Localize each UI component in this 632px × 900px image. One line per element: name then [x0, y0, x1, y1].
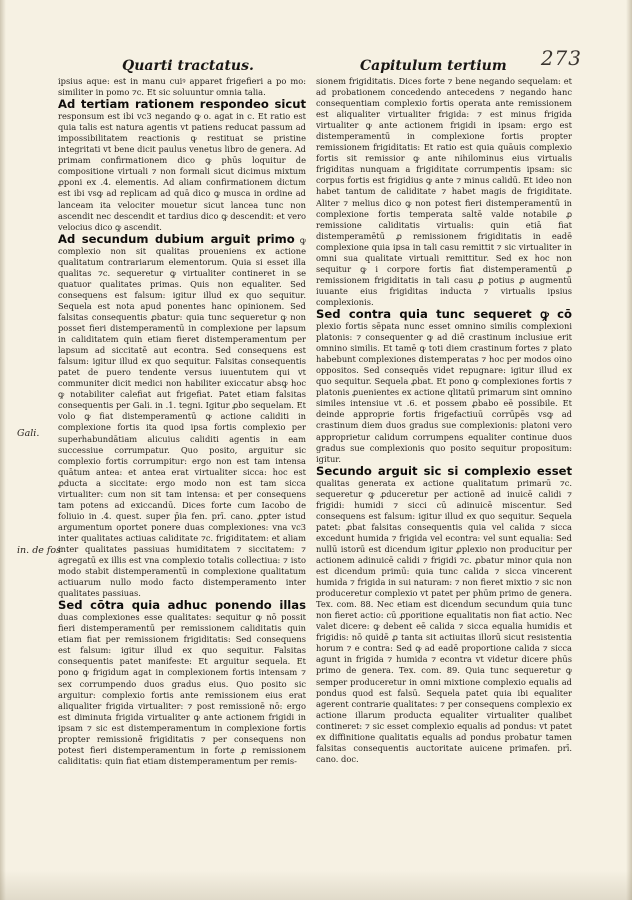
running-head-right: Capitulum tertium — [360, 58, 507, 74]
paragraph — [58, 76, 306, 98]
page-edge-left — [0, 0, 6, 900]
paragraph-lead: Sed cōtra quia adhuc ponendo illas — [58, 598, 306, 613]
left-text-column — [58, 76, 306, 866]
margin-note: in. de fos — [17, 545, 62, 556]
paragraph — [58, 98, 306, 233]
paragraph-text: ꝙ complexio non sit qualitas proueniens ex actione qualitatum contrariarum elementorum. Quia si esset illa qualitas ⁊c. sequeretur ꝙ virtualiter contineret in se quatuor qualitates primas. Quis non equaliter. Sed consequens est falsum: igitur illud ex quo sequitur. Sequela est nota apud ponentes hanc opinionem. Sed falsitas consequentis ꝓbatur: quia tunc sequeretur ꝙ non posset fieri distemperamentū in complexione per lapsum in caliditatem quin etiam fieret distemperamentum per lapsum ad siccitatē aut econtra. Sed consequens est falsum: igitur illud ex quo sequitur. Falsitas consequentis patet de puero tendente versus iuuentutem qui vt communiter dicit medici non habiliter exiccatur absꝙ hoc ꝙ notabiliter calefiat aut frigefiat. Patet etiam falsitas consequentis per Gali. in .1. tegni. Igitur ꝓbo sequelam. Et volo ꝙ fiat distemperamentū ꝙ actione caliditi in complexione fortis ita quod ipsa fortis complexio per superhabundātiam alicuius caliditi agentis in eam successiue corrumpatur. Quo posito, arguitur sic complexio fortis corrumpitur: ergo non est tam intensa quātum antea: et antea erat virtualiter sicca: hoc est ꝓducta a siccitate: ergo modo non est tam sicca virtualiter: cum non sit tam intensa: et per consequens tam potens ad exiccandū. Dices forte cum Iacobo de foliuio in .4. quest. super p̄ia fen. prī. cano. ꝓpter istud argumentum oportet ponere duas complexiones: vna vc3 inter qualitates actiuas caliditate ⁊c. frigiditatem: et aliam inter qualitates passiuas humiditatem ⁊ siccitatem: ⁊ agregatū ex illis est vna complexio totalis collectiua: ⁊ isto modo stabit distemperamentū in complexione qualitatum actiuarum nullo modo facto distemperamento inter qualitates passiuas. — [58, 234, 306, 599]
paragraph — [58, 233, 306, 600]
paragraph-text: responsum est ibi vc3 negando ꝙ o. agat in c. Et ratio est quia talis est natura agentis vt patiens reducat passum ad impossibilitatem reactionis ꝙ restituat se pristine integritati vt bene dicit paulus venetus libro de genera. Ad primam confirmationem dico ꝙ phūs loquitur de compositione virtuali ⁊ non formali sicut dicimus mixtum ꝓponi ex .4. elementis. Ad aliam confirmationem dictum est ibi vsꝙ ad replicam ad quā dico ꝙ musca in ordine ad lanceam ita velociter mouetur sicut lancea tunc non ascendit nec descendit et tardius dico ꝙ descendit: et vero velocius dico ꝙ ascendit. — [58, 111, 306, 232]
running-head-left: Quarti tractatus. — [122, 58, 254, 74]
paragraph-text: sionem frigiditatis. Dices forte ⁊ bene negando sequelam: et ad probationem concedendo antecedens ⁊ negando hanc consequentiam complexio fortis operata ante remissionem est aliqualiter virtualiter frigida: ⁊ est minus frigida virtualiter ꝙ ante actionem frigidi in ipsam: ergo est distemperamentū in complexione fortis propter remissionem frigiditatis: Et ratio est quia quāuis complexio fortis sit remissior ꝙ ante nihilominus eius virtualis frigiditas nunquam a frigiditate corrumpentis ipsam: sic corpus fortis est frigidius ꝙ ante ⁊ minus calidū. Et ideo non habet tantum de caliditate ⁊ habet magis de frigiditate. Aliter ⁊ melius dico ꝙ non potest fieri distemperamentū in complexione fortis temperata saltē valde notabile ꝓ remissione caliditatis virtualis: quin etiā fiat distemperamētū ꝓ remissionem frigiditatis in eadē complexione quia ipsa in tali casu remittit ⁊ sic virtualiter in omni sua qualitate virtuali remittitur. Sed ex hoc non sequitur ꝙ i corpore fortis fiat distemperamentū ꝓ remissionem frigiditatis in tali casu ꝓ potius ꝓ augmentū iuuante eius frigiditas inducta ⁊ virtualis ipsius complexionis. — [316, 76, 572, 307]
paragraph-text: duas complexiones esse qualitates: sequitur ꝙ nō possit fieri distemperamentū per remissionem caliditatis quin etiam fiat per remissionem frigiditatis: Sed consequens est falsum: igitur illud ex quo sequitur. Falsitas consequentis patet manifeste: Et arguitur sequela. Et pono ꝙ frigidum agat in complexionem fortis intensam ⁊ sex corrumpendo duos gradus eius. Quo posito sic arguitur: complexio fortis ante remissionem eius erat aliqualiter frigida virtualiter: ⁊ post remissionē nō: ergo est diminuta frigida virtualiter ꝙ ante actionem frigidi in ipsam ⁊ sic est distemperamentum in complexione fortis propter remissionē frigiditatis ⁊ per consequens non potest fieri distemperamentum in forte ꝓ remissionem caliditatis: quin fiat etiam distemperamentum per remis- — [58, 612, 306, 766]
right-text-column — [316, 76, 572, 866]
paragraph-lead: Ad secundum dubium arguit primo — [58, 231, 295, 246]
paragraph-text: plexio fortis sēpata nunc esset omnino similis complexioni platonis: ⁊ consequenter ꝙ ad diē crastinum inclusiue erit omnino similis. Et tamē ꝙ toti diem crastinum fortes ⁊ plato habebunt complexiones distemperatas ⁊ hoc per modos oino oppositos. Sed consequēs videt repugnare: igitur illud ex quo sequitur. Sequela ꝓbat. Et pono ꝙ complexiones fortis ⁊ platonis ꝓuenientes ex actione qlitatū primarum sint omnino similes intensiue vt .6. et possem ꝓbabo eē possibile. Et deinde approprie fortis frigefactiuū corrūpēs vsꝙ ad crastinum diem duos gradus sue complexionis: platoni vero approprietur calidum corrumpens equaliter continue duos gradus sue complexionis quo posito sequitur propositum: igitur. — [316, 321, 572, 464]
page-bottom-shadow — [0, 870, 632, 900]
paragraph — [316, 465, 572, 765]
paragraph-text: qualitas generata ex actione qualitatum primarū ⁊c. sequeretur ꝙ ꝓduceretur per actionē ad inuicē calidi ⁊ frigidi: humidi ⁊ sicci cū adinuicē miscentur. Sed consequens est falsum: igitur illud ex quo sequitur. Sequela patet: ꝓbat falsitas consequentis quia vel calida ⁊ sicca excedunt humida ⁊ frigida vel econtra: vel sunt equalia: Sed nullū istorū est dicendum igitur ꝓplexio non producitur per actionem adinuicē calidi ⁊ frigidi ⁊c. ꝓbatur minor quia non est dicendum primū: quia tunc calida ⁊ sicca vincerent humida ⁊ frigida in sui naturam: ⁊ non fieret mixtio ⁊ sic non produceretur complexio vt patet per phūm primo de genera. Tex. com. 88. Nec etiam est dicendum secundum quia tunc non fieret actio: cū ꝓporitione equalitatis non fiat actio. Nec valet dicere: ꝙ debent eē calida ⁊ sicca equalia humidis et frigidis: nō quidē ꝓ tanta sit actiuitas illorū sicut resistentia horum ⁊ e contra: Sed ꝙ ad eadē proportione calida ⁊ sicca agunt in frigida ⁊ humida ⁊ econtra vt videtur dicere phūs primo de genera. Tex. com. 89. Quia tunc sequeretur ꝙ semper produceretur in omni mixtione complexio equalis ad pondus quod est falsū. Sequela patet quia ibi equaliter agerent contrarie qualitates: ⁊ per consequens complexio ex actione illarum producta equaliter virtualiter qualibet contineret: ⁊ sic esset complexio equalis ad pondus: vt patet ex diffinitione qualitatis equalis ad pondus probatur tamen falsitas consequentis auctoritate auicene primafen. prī. cano. doc. — [316, 477, 572, 764]
paragraph — [58, 599, 306, 767]
paragraph — [316, 76, 572, 308]
margin-note: Gali. — [17, 428, 40, 439]
paragraph-lead: Secundo arguit sic si complexio esset — [316, 463, 572, 478]
paragraph-text: ipsius aque: est in manu cuiꝰ apparet frigefieri a po mo: similiter in pomo ⁊c. Et sic soluuntur omnia talia. — [58, 76, 306, 98]
paragraph-lead: Ad tertiam rationem respondeo sicut — [58, 97, 306, 112]
paragraph-lead: Sed contra quia tunc sequeret ꝙ cō — [316, 306, 572, 321]
folio-number: 273 — [540, 46, 582, 70]
paragraph — [316, 308, 572, 465]
page-edge-right — [626, 0, 632, 900]
